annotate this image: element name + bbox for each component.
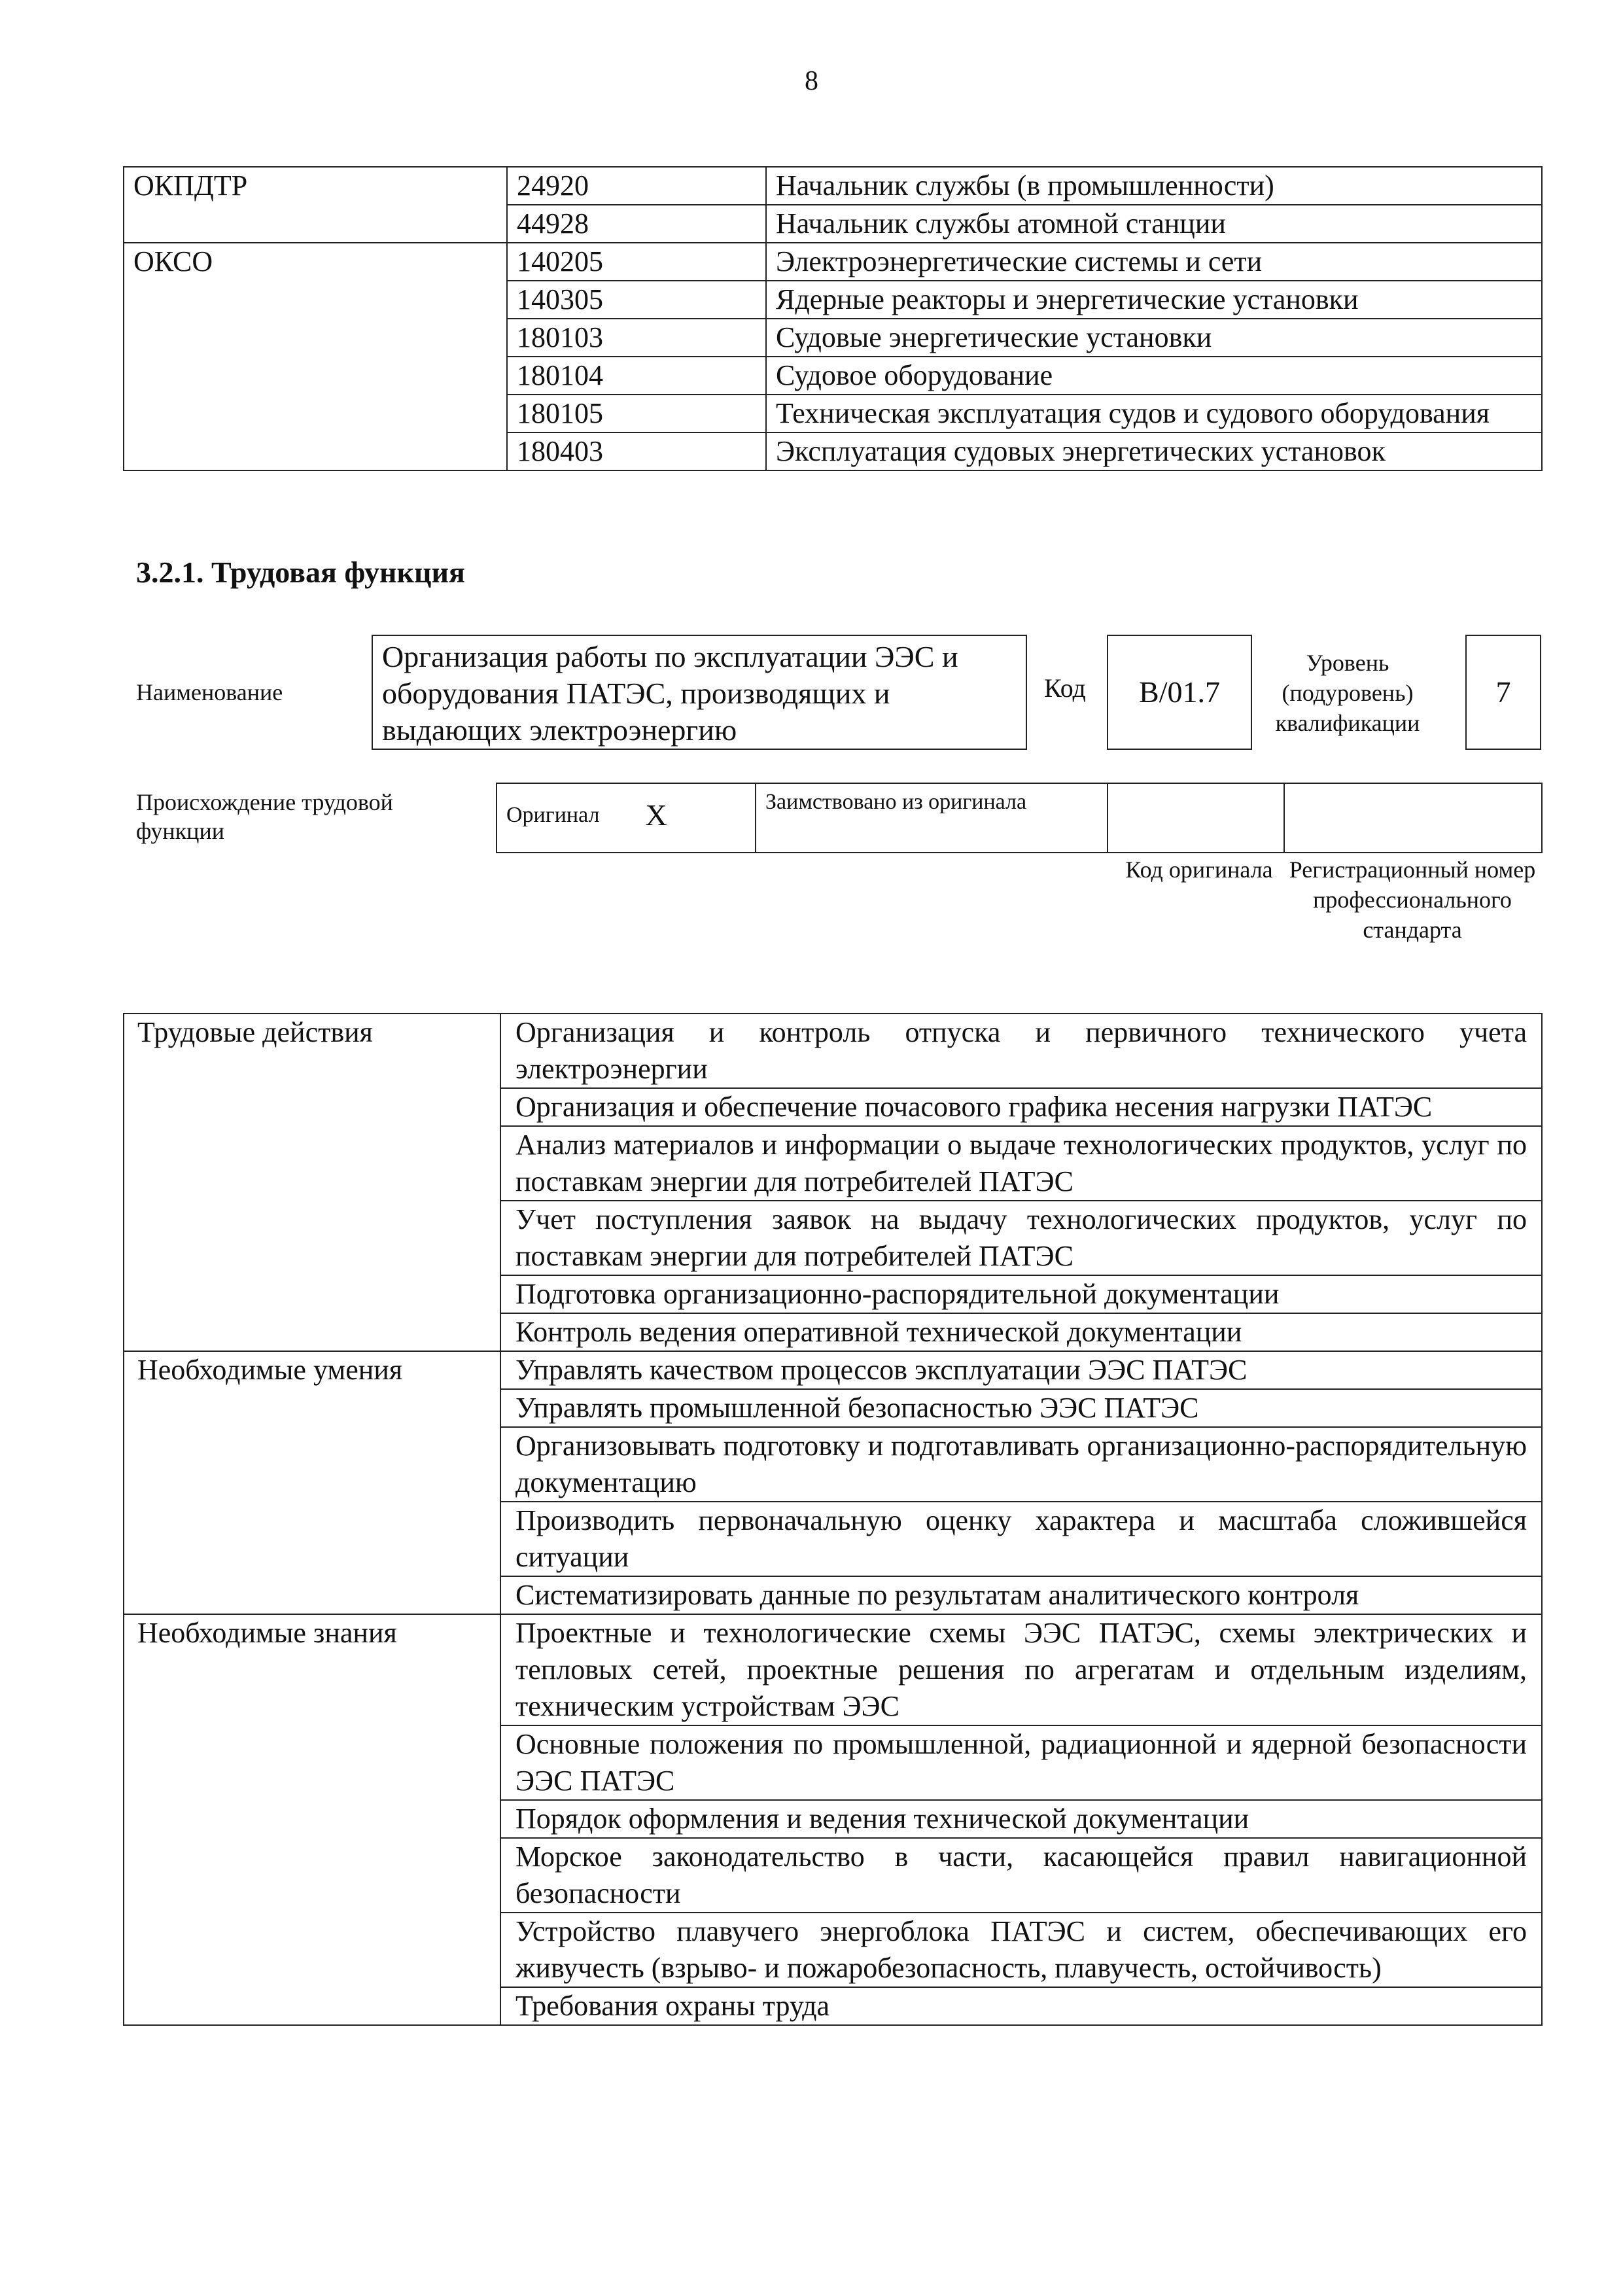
origin-original-cell (497, 783, 756, 853)
classifier-code: 180403 (507, 433, 766, 470)
classifier-code: 180105 (507, 395, 766, 433)
detail-item: Управлять качеством процессов эксплуатации ЭЭС ПАТЭС (500, 1351, 1542, 1389)
classifier-table (123, 166, 1543, 471)
detail-row (124, 1614, 1542, 1725)
borrowed-label: Заимствовано из оригинала (765, 790, 1027, 814)
detail-item: Порядок оформления и ведения технической документации (500, 1800, 1542, 1838)
function-name: Организация работы по эксплуатации ЭЭС и оборудования ПАТЭС, производящих и выдающих электроэнергию (382, 640, 958, 747)
function-code-box (1107, 635, 1252, 750)
classifier-category: ОКПДТР (124, 167, 507, 243)
reg-number-caption: Регистрационный номер профессионального стандарта (1289, 857, 1536, 943)
level-value: 7 (1495, 675, 1511, 709)
detail-item: Устройство плавучего энергоблока ПАТЭС и систем, обеспечивающих его живучесть (взрыво- и пожаробезопасность, плавучесть, остойчивость) (500, 1913, 1542, 1987)
classifier-code: 24920 (507, 167, 766, 205)
classifier-code: 44928 (507, 205, 766, 243)
classifier-code: 180104 (507, 357, 766, 395)
section-heading: 3.2.1. Трудовая функция (136, 556, 465, 589)
original-label: Оригинал (506, 803, 600, 827)
detail-category: Необходимые умения (124, 1351, 500, 1614)
code-original-caption: Код оригинала (1125, 857, 1273, 883)
classifier-name: Судовые энергетические установки (766, 319, 1542, 357)
detail-item: Морское законодательство в части, касающейся правил навигационной безопасности (500, 1838, 1542, 1913)
level-label: Уровень (подуровень) квалификации (1275, 650, 1420, 736)
original-mark: X (645, 798, 667, 832)
function-code: B/01.7 (1139, 675, 1220, 709)
origin-table (496, 783, 1543, 853)
classifier-row (124, 167, 1542, 205)
level-box (1465, 635, 1541, 750)
detail-item: Проектные и технологические схемы ЭЭС ПАТЭС, схемы электрических и тепловых сетей, проектные решения по агрегатам и отдельным изделиям, техническим устройствам ЭЭС (500, 1614, 1542, 1725)
detail-category: Необходимые знания (124, 1614, 500, 2025)
detail-category: Трудовые действия (124, 1014, 500, 1351)
detail-row (124, 1351, 1542, 1389)
detail-item: Требования охраны труда (500, 1987, 1542, 2025)
page-number: 8 (805, 66, 818, 96)
origin-code-cell (1108, 783, 1284, 853)
code-label: Код (1044, 673, 1086, 703)
classifier-name: Электроэнергетические системы и сети (766, 243, 1542, 281)
detail-item: Учет поступления заявок на выдачу технологических продуктов, услуг по поставкам энергии для потребителей ПАТЭС (500, 1201, 1542, 1275)
classifier-name: Эксплуатация судовых энергетических установок (766, 433, 1542, 470)
detail-item: Основные положения по промышленной, радиационной и ядерной безопасности ЭЭС ПАТЭС (500, 1725, 1542, 1800)
detail-item: Управлять промышленной безопасностью ЭЭС ПАТЭС (500, 1389, 1542, 1427)
origin-label: Происхождение трудовой функции (136, 789, 393, 844)
detail-item: Контроль ведения оперативной технической документации (500, 1313, 1542, 1351)
detail-row (124, 1014, 1542, 1088)
classifier-name: Техническая эксплуатация судов и судового оборудования (766, 395, 1542, 433)
detail-item: Организация и контроль отпуска и первичного технического учета электроэнергии (500, 1014, 1542, 1088)
detail-item: Производить первоначальную оценку характера и масштаба сложившейся ситуации (500, 1502, 1542, 1576)
classifier-code: 140305 (507, 281, 766, 319)
classifier-name: Начальник службы (в промышленности) (766, 167, 1542, 205)
classifier-code: 140205 (507, 243, 766, 281)
detail-item: Анализ материалов и информации о выдаче технологических продуктов, услуг по поставкам энергии для потребителей ПАТЭС (500, 1126, 1542, 1201)
classifier-category: ОКСО (124, 243, 507, 470)
origin-reg-cell (1284, 783, 1542, 853)
classifier-name: Ядерные реакторы и энергетические установки (766, 281, 1542, 319)
classifier-name: Судовое оборудование (766, 357, 1542, 395)
classifier-row (124, 243, 1542, 281)
detail-item: Подготовка организационно-распорядительной документации (500, 1275, 1542, 1313)
classifier-code: 180103 (507, 319, 766, 357)
function-details-table (123, 1013, 1543, 2026)
origin-borrowed-cell (756, 783, 1108, 853)
classifier-name: Начальник службы атомной станции (766, 205, 1542, 243)
detail-item: Организация и обеспечение почасового графика несения нагрузки ПАТЭС (500, 1088, 1542, 1126)
detail-item: Организовывать подготовку и подготавливать организационно-распорядительную документацию (500, 1427, 1542, 1502)
name-label: Наименование (136, 679, 283, 705)
function-name-box (372, 635, 1027, 750)
detail-item: Систематизировать данные по результатам аналитического контроля (500, 1576, 1542, 1614)
